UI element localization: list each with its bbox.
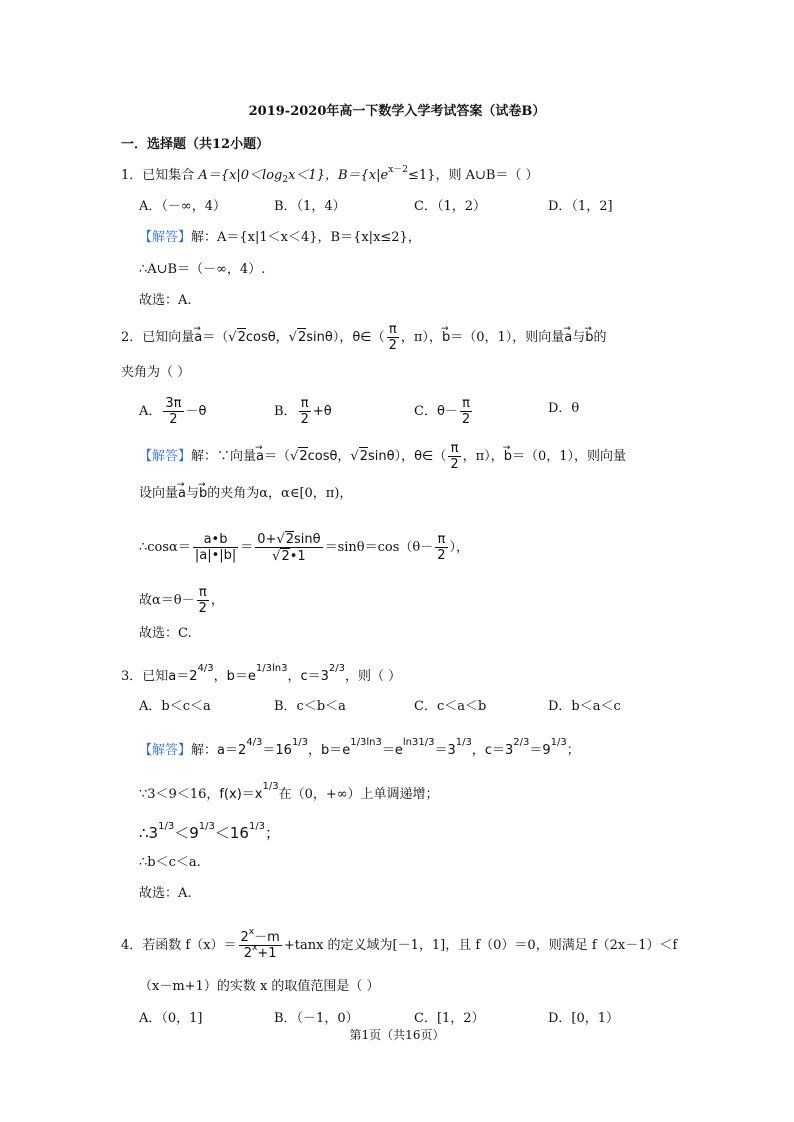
q1-solution-line-1: 【解答】解：A＝{x|1＜x＜4}，B＝{x|x≤2}， bbox=[139, 230, 421, 245]
q1-solution-line-2: ∴A∪B＝（－∞，4）. bbox=[139, 262, 266, 277]
q3-solution-line-3: $\therefore 3^{1/3}<9^{1/3}<16^{1/3}$； bbox=[139, 821, 281, 842]
fraction-function: $\frac{2^x-m}{2^x+1}$ bbox=[240, 927, 280, 961]
answer-tag: 【解答】 bbox=[139, 230, 192, 245]
q1-stem: 1．已知集合 $A=\{x|0<\log_2x<1\}$，$B=\{x|e^{x-2}\le 1\}$，则 A∪B＝（ ） bbox=[121, 165, 539, 185]
q3-option-d: D．b＜a＜c bbox=[548, 699, 621, 714]
q3-option-c: C．c＜a＜b bbox=[414, 699, 487, 714]
q4-option-c: C．[1，2） bbox=[414, 1011, 485, 1026]
section-heading: 一．选择题（共12小题） bbox=[121, 137, 270, 152]
q4-stem-line-1: 4．若函数 f（x）＝ $\frac{2^x-m}{2^x+1}$ +tanx 的定义域为[－1，1]，且 f（0）＝0，则满足 f（2x－1）＜f bbox=[121, 927, 678, 961]
q2-solution-line-5: 故选：C. bbox=[139, 626, 192, 641]
fraction-dot-over-norms: $\frac{a•b}{|a|•|b|}$ bbox=[194, 532, 237, 563]
q2-solution-line-1: 【解答】解：∵向量→ a＝（√2cosθ，√2sinθ），θ∈（ $\frac{\pi}{2}$ ，π），→ b＝（0，1），则向量 bbox=[139, 441, 626, 472]
q3-option-b: B．c＜b＜a bbox=[274, 699, 346, 714]
q4-option-a: A．（0，1] bbox=[139, 1011, 203, 1026]
page-footer: 第1页（共16页） bbox=[349, 1028, 445, 1042]
q2-stem-line-1: 2．已知向量→ a＝（√2cosθ，√2sinθ），θ∈（ $\frac{\pi}{2}$ ，π），→ b＝（0，1），则向量→ a与→ b的 bbox=[121, 322, 607, 353]
q1-option-b: B．（1，4） bbox=[274, 199, 346, 214]
sqrt-2: √2 bbox=[288, 330, 307, 345]
q2-stem-line-2: 夹角为（ ） bbox=[121, 365, 191, 380]
q2-solution-line-4: 故α＝θ－ $\frac{\pi}{2}$ ， bbox=[139, 585, 224, 616]
q1-option-c: C．（1，2） bbox=[414, 199, 486, 214]
vector-b: → b bbox=[442, 329, 450, 347]
q3-solution-line-2: ∵3＜9＜16，$f(x)=x^{1/3}$在（0，+∞）上单调递增； bbox=[139, 781, 439, 802]
answer-tag: 【解答】 bbox=[139, 743, 192, 758]
q2-option-d: D．θ bbox=[548, 401, 580, 416]
q3-stem: 3．已知$a=2^{4/3}$，$b=e^{1/3ln3}$，$c=3^{2/3}$，则（ ） bbox=[121, 663, 402, 684]
q2-option-a: A． $\frac{3\pi}{2}$ －θ bbox=[139, 396, 207, 427]
vector-a: → a bbox=[194, 329, 202, 347]
q3-solution-line-5: 故选：A. bbox=[139, 886, 192, 901]
vector-b: → b bbox=[585, 329, 593, 347]
q2-option-c: C．θ－ $\frac{\pi}{2}$ bbox=[414, 396, 471, 427]
q2-solution-line-2: 设向量→ a与→ b的夹角为α，α∈[0，π)， bbox=[139, 485, 352, 503]
q4-option-d: D．[0，1） bbox=[548, 1011, 620, 1026]
q4-stem-line-2: （x－m+1）的实数 x 的取值范围是（ ） bbox=[139, 979, 380, 994]
answer-tag: 【解答】 bbox=[139, 449, 192, 464]
q4-option-b: B．（－1，0） bbox=[274, 1011, 359, 1026]
q1-option-d: D．（1，2] bbox=[548, 199, 613, 214]
fraction-expanded: $\frac{0+√2\sin\theta}{√2•1}$ bbox=[257, 532, 321, 564]
q1-solution-line-3: 故选：A. bbox=[139, 293, 192, 308]
q2-option-b: B． $\frac{\pi}{2}$ +θ bbox=[274, 396, 332, 427]
q1-option-a: A．（－∞，4） bbox=[139, 199, 226, 214]
q3-solution-line-1: 【解答】解：$a=2^{4/3}=16^{1/3}$，$b=e^{1/3ln3}=e^{ln31/3}=3^{1/3}$，$c=3^{2/3}=9^{1/3}$； bbox=[139, 737, 580, 758]
q3-option-a: A．b＜c＜a bbox=[139, 699, 211, 714]
vector-a: → a bbox=[564, 329, 572, 347]
fraction-pi-over-2: $\frac{\pi}{2}$ bbox=[388, 322, 397, 353]
q2-solution-line-3: ∴cosα＝ $\frac{a•b}{|a|•|b|}$ ＝ $\frac{0+√2\sin\theta}{√2•1}$ ＝sinθ＝cos（θ－ $\frac{\pi}{2}$ ）， bbox=[139, 532, 470, 564]
page-title: 2019-2020年高一下数学入学考试答案（试卷B） bbox=[248, 104, 546, 119]
q3-solution-line-4: ∴b＜c＜a. bbox=[139, 855, 201, 870]
sqrt-2: √2 bbox=[228, 330, 246, 345]
